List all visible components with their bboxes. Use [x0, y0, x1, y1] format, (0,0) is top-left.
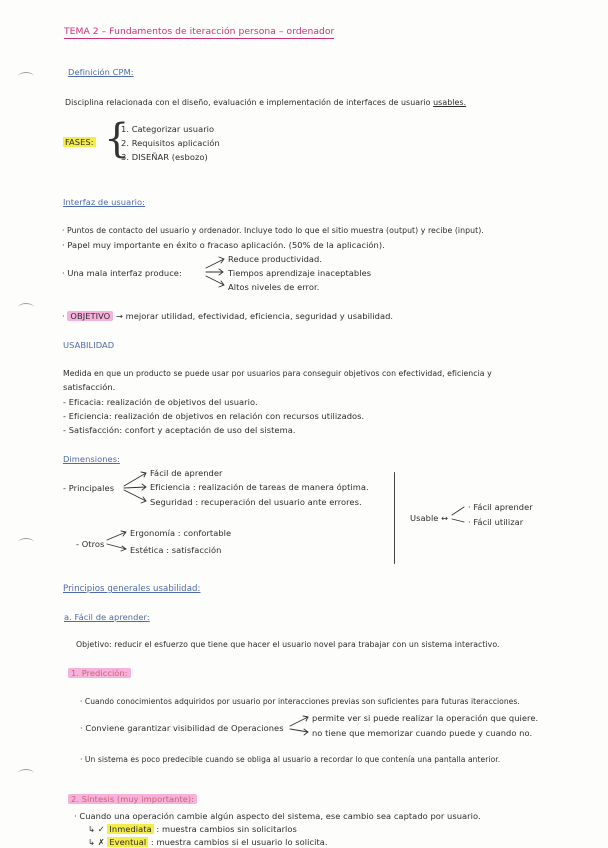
principal-item: Seguridad : recuperación del usuario ante errores. — [150, 497, 362, 507]
arrow-icon — [206, 269, 223, 275]
arrow-icon — [107, 531, 126, 540]
eventual-label: Eventual — [109, 837, 147, 847]
prediccion-bullet: · Cuando conocimientos adquiridos por usuario por interacciones previas son suficientes para futuras iteracciones. — [80, 697, 520, 706]
effect-item: Reduce productividad. — [228, 254, 323, 264]
section-heading-principios: Principios generales usabilidad: — [63, 584, 201, 594]
section-heading-dimensiones: Dimensiones: — [63, 454, 120, 464]
effect-item: Tiempos aprendizaje inaceptables — [228, 268, 372, 278]
objetivo-label: OBJETIVO — [67, 311, 113, 321]
usabilidad-item: - Eficiencia: realización de objetivos en relación con recursos utilizados. — [63, 411, 365, 421]
page-title-text: TEMA 2 – Fundamentos de iteracción persona – ordenador — [64, 26, 335, 37]
sintesis-label: 2. Síntesis (muy importante): — [68, 794, 197, 804]
section-heading-cpm: Definición CPM: — [68, 67, 134, 77]
interfaz-bullet: · Papel muy importante en éxito o fracaso aplicación. (50% de la aplicación). — [62, 240, 385, 250]
inmediata-label: Inmediata — [109, 824, 152, 834]
arrow-icon — [124, 472, 146, 486]
section-heading-usabilidad: USABILIDAD — [63, 340, 115, 350]
prediccion-bullet: · Conviene garantizar visibilidad de Operaciones — [80, 723, 284, 733]
principal-item: Fácil de aprender — [150, 468, 223, 478]
brace: { — [104, 116, 130, 162]
arrow-icon — [290, 716, 308, 726]
arrow-icon — [452, 519, 464, 522]
otros-label: - Otros — [76, 539, 105, 549]
objetivo-text: → mejorar utilidad, efectividad, eficiencia, seguridad y usabilidad. — [115, 311, 394, 321]
principal-item: Eficiencia : realización de tareas de manera óptima. — [150, 482, 369, 492]
visibilidad-option: permite ver si puede realizar la operación que quiere. — [312, 713, 539, 723]
arrow-icon — [124, 490, 146, 503]
prediccion-bullet: · Un sistema es poco predecible cuando se obliga al usuario a recordar lo que contenía una pantalla anterior. — [80, 755, 501, 764]
principios-objetivo: Objetivo: reducir el esfuerzo que tiene que hacer el usuario novel para trabajar con un sistema interactivo. — [76, 640, 500, 649]
section-heading-interfaz: Interfaz de usuario: — [63, 197, 145, 207]
usabilidad-item: - Eficacia: realización de objetivos del usuario. — [63, 397, 258, 407]
fases-label-text: FASES: — [65, 137, 94, 147]
usable-item: · Fácil utilizar — [468, 517, 524, 527]
fase-item: 3. DISEÑAR (esbozo) — [121, 152, 208, 162]
effect-item: Altos niveles de error. — [228, 282, 320, 292]
usable-item: · Fácil aprender — [468, 502, 533, 512]
prediccion-label: 1. Predicción: — [68, 668, 131, 678]
usabilidad-definition: Medida en que un producto se puede usar por usuarios para conseguir objetivos con efectividad, eficiencia y — [63, 369, 492, 378]
usabilidad-definition: satisfacción. — [63, 382, 116, 392]
arrow-icon — [452, 507, 464, 515]
cpm-definition-end: usables. — [433, 98, 467, 107]
otros-item: Ergonomía : confortable — [130, 528, 232, 538]
otros-item: Estética : satisfacción — [130, 545, 222, 555]
arrow-icon — [124, 484, 146, 490]
fase-item: 2. Requisitos aplicación — [121, 138, 220, 148]
visibilidad-option: no tiene que memorizar cuando puede y cuando no. — [312, 728, 533, 738]
usable-label: Usable ↔ — [410, 513, 449, 523]
arrow-icon — [206, 276, 224, 287]
cpm-definition-text: Disciplina relacionada con el diseño, evaluación e implementación de interfaces de usuario — [65, 98, 431, 107]
fase-item: 1. Categorizar usuario — [121, 124, 215, 134]
arrow-icon — [206, 257, 224, 268]
principales-label: - Principales — [63, 483, 115, 493]
cross-icon: ↳ ✗ — [88, 837, 105, 847]
inmediata-text: : muestra cambios sin solicitarlos — [156, 824, 297, 834]
usabilidad-item: - Satisfacción: confort y aceptación de uso del sistema. — [63, 425, 296, 435]
check-icon: ↳ ✓ — [88, 824, 105, 834]
interfaz-bullet: · Una mala interfaz produce: — [62, 268, 182, 278]
objetivo-line: · OBJETIVO → mejorar utilidad, efectividad, eficiencia, seguridad y usabilidad. — [62, 311, 394, 321]
interfaz-bullet: · Puntos de contacto del usuario y ordenador. Incluye todo lo que el sitio muestra (output) y recibe (input). — [62, 226, 484, 235]
eventual-text: : muestra cambios si el usuario lo solicita. — [150, 837, 328, 847]
subheading-facil-aprender: a. Fácil de aprender: — [64, 612, 150, 622]
arrow-icon — [290, 729, 308, 735]
arrow-icon — [107, 544, 126, 551]
sintesis-bullet: · Cuando una operación cambie algún aspecto del sistema, ese cambio sea captado por usuario. — [74, 811, 481, 821]
